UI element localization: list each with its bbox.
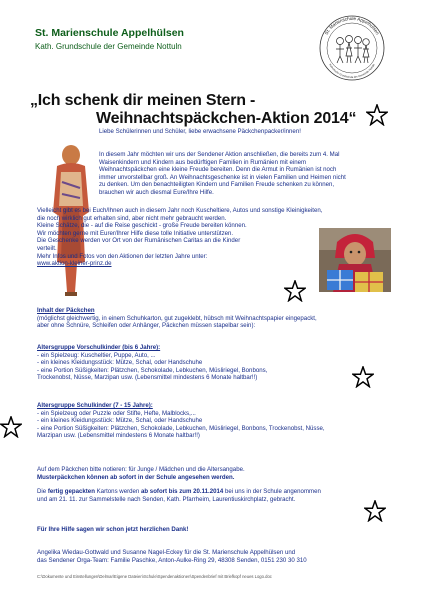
logo-bottom-text: Katholische Grundschule der Gemeinde Nottuln [328,63,376,80]
text-line: die noch wirklich gut erhalten sind, aber nicht mehr gebraucht werden. [37,214,227,222]
deadline-line2: und am 21. 11. zur Sammelstelle nach Senden, Kath. Pfarrheim, Laurentiuskirchplatz, gebracht. [37,495,296,503]
text-line: Marzipan usw. (Lebensmittel mindestens 6 Monate haltbar!!) [37,432,200,440]
text-line: (möglichst gleichwertig, in einem Schuhkarton, gut zugeklebt, hübsch mit Weihnachtspapier eingepackt, [37,314,317,322]
deadline-prefix: Die [37,488,48,496]
signature-block [37,549,407,564]
text-line: Die Geschenke werden vor Ort von der Rumänischen Caritas an die Kinder [37,237,241,245]
deadline-mid: Kartons werden [94,488,141,496]
star-icon [284,280,306,302]
text-line: Vielleicht gibt es bei Euch/Ihnen auch in diesem Jahr noch Kuscheltiere, Autos und sonstige Kleinigkeiten, [37,207,323,214]
deadline-date: ab sofort bis zum 20.11.2014 [141,488,224,496]
sample-parcels-note: Musterpäckchen können ab sofort in der Schule angesehen werden. [37,473,235,481]
deadline-suffix: bei uns in der Schule angenommen [223,488,321,496]
text-line: - ein Spielzeug: Kuscheltier, Puppe, Auto, ... [37,351,156,359]
preschool-heading: Altersgruppe Vorschulkinder (bis 6 Jahre): [37,344,161,351]
signature-line1: Angelika Wiedau-Gottwald und Susanne Nagel-Eckey für die St. Marienschule Appelhülsen und [37,549,296,556]
school-subtitle: Kath. Grundschule der Gemeinde Nottuln [35,42,182,51]
intro-paragraph [99,151,389,197]
label-note: Auf dem Päckchen bitte notieren: für Junge / Mädchen und die Altersangabe. [37,466,245,473]
packing-heading: Inhalt der Päckchen [37,307,95,314]
deadline-emphasis: fertig gepackten [47,488,95,496]
packing-section [37,307,407,330]
text-line: Waisenkindern und Kindern aus bedürftigen Familien in Rumänien mit einem [99,158,307,166]
notes-section [37,466,407,503]
deadline-line [37,488,407,496]
page-title-line1: „Ich schenk dir meinen Stern - [30,92,256,109]
text-line: - ein kleines Kleidungsstück: Mütze, Schal, oder Handschuhe [37,417,203,425]
schoolkids-heading: Altersgruppe Schulkinder (7 - 15 Jahre): [37,402,153,409]
text-line: - eine Portion Süßigkeiten: Plätzchen, Schokolade, Lebkuchen, Müsliriegel, Bonbons, Trockenobst, Nüsse, [37,424,325,432]
school-name: St. Marienschule Appelhülsen [35,27,184,39]
school-logo [318,14,386,82]
text-line: zu denken. Um den benachteiligten Kindern und Familien Freude schenken zu können, [99,181,335,189]
text-line: aber ohne Schnüre, Schleifen oder Anhänger, Päckchen müssen stapelbar sein): [37,322,256,330]
footer-file-path: C:\Dokumente und Einstellungen\Delmar\Eigene Dateien\Schule\Spendenaktionen\Spendenbrief mit Briefkopf neues Logo.doc [37,574,272,579]
text-line: immer unvorstellbar groß. An Weihnachtsgeschenke ist in vielen Familien und Heimen nicht [99,173,346,181]
text-line: Weihnachtspäckchen eine kleine Freude bereiten. Denn die Armut in Rumänien ist noch [99,166,337,174]
text-line: - ein kleines Kleidungsstück: Mütze, Schal, oder Handschuhe [37,359,203,367]
text-line: Kleine Schätze, die - auf die Reise geschickt - große Freude bereiten können. [37,222,247,230]
text-line: - eine Portion Süßigkeiten: Plätzchen, Schokolade, Lebkuchen, Müsliriegel, Bonbons, [37,366,268,374]
preschool-section [37,344,357,382]
greeting-text: Liebe Schülerinnen und Schüler, liebe erwachsene Päckchenpacker/innen! [99,128,301,135]
page-title-line2: Weihnachtspäckchen-Aktion 2014“ [96,110,357,127]
thanks-text: Für Ihre Hilfe sagen wir schon jetzt herzlichen Dank! [37,526,189,533]
text-line: - ein Spielzeug oder Puzzle oder Stifte, Hefte, Malblocks,... [37,409,196,417]
text-line: Wir möchten gerne mit Eurer/Ihrer Hilfe diese tolle Initiative unterstützen. [37,229,234,237]
donation-paragraph [37,207,397,268]
logo-ring-text: St. Marienschule Appelhülsen [323,15,381,36]
website-link[interactable]: www.aktion-kleiner-prinz.de [37,260,112,268]
star-icon [0,416,22,438]
text-line: In diesem Jahr möchten wir uns der Sendener Aktion anschließen, die bereits zum 4. Mal [99,151,340,158]
text-line: brauchen wir auch diesmal Eure/Ihre Hilfe. [99,188,214,196]
star-icon [366,104,388,126]
text-line: Mehr Infos und Fotos von den Aktionen der letzten Jahre unter: [37,252,208,260]
signature-line2: das Sendener Orga-Team: Familie Paschke, Anton-Aulke-Ring 29, 48308 Senden, 0151 230 30 310 [37,556,307,564]
text-line: Trockenobst, Nüsse, Marzipan usw. (Lebensmittel mindestens 6 Monate haltbar!!) [37,374,258,382]
svg-text:Katholische Grundschule der Ge [328,63,376,79]
schoolkids-section [37,402,407,440]
text-line: verteilt. [37,244,57,252]
